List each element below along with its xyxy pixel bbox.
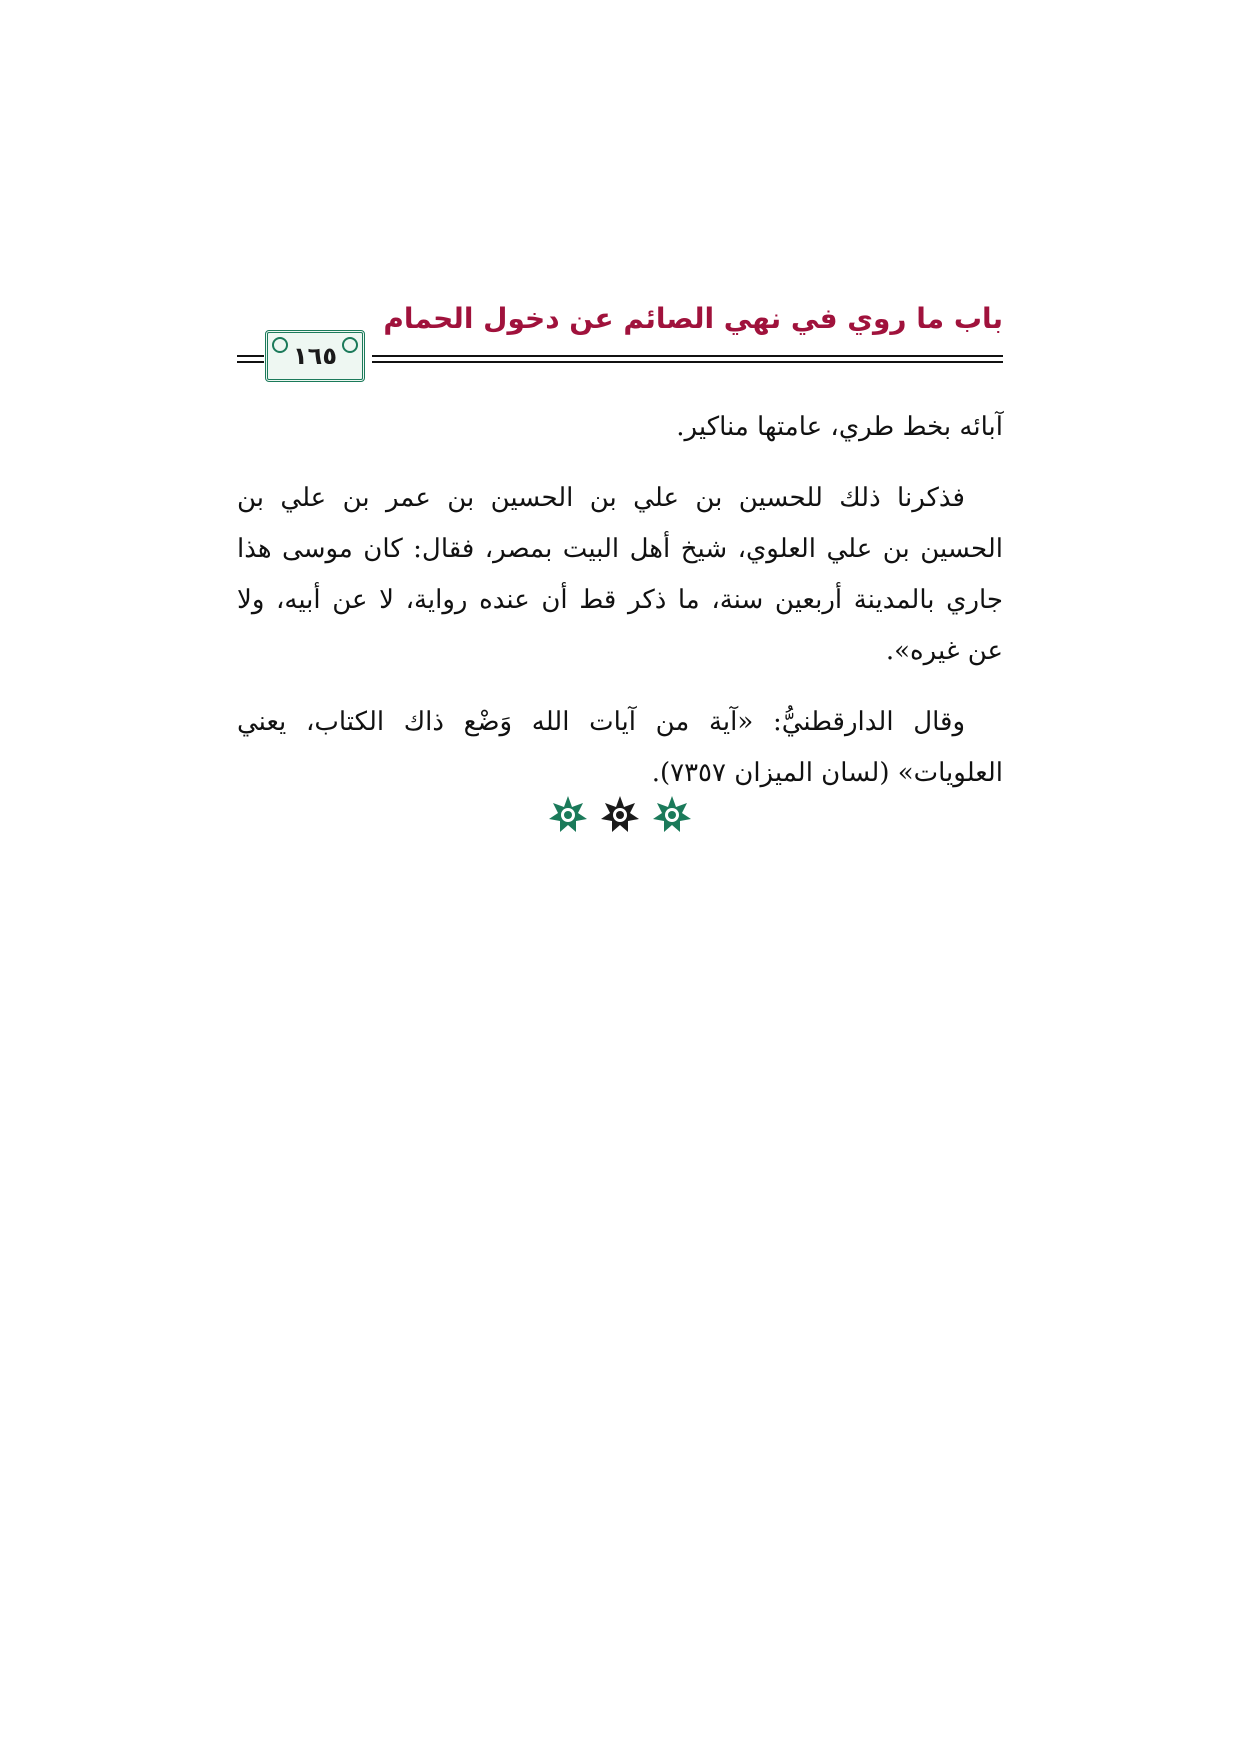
star-flower-icon	[548, 795, 588, 835]
paragraph-2: فذكرنا ذلك للحسين بن علي بن الحسين بن عمر بن علي بن الحسين بن علي العلوي، شيخ أهل البيت بمصر، فقال: كان موسى هذا جاري بالمدينة أربعين سنة، ما ذكر قط أن عنده رواية، لا عن أبيه، ولا عن غيره».	[237, 483, 1003, 666]
paragraph-3: وقال الدارقطنيُّ: «آية من آيات الله وَضْع ذاك الكتاب، يعني العلويات» (لسان الميزان ٧٣٥٧).	[237, 707, 1003, 788]
header-rule-right	[372, 355, 1003, 363]
paragraph-1: آبائه بخط طري، عامتها مناكير.	[676, 412, 1003, 442]
star-flower-icon	[652, 795, 692, 835]
chapter-title: باب ما روي في نهي الصائم عن دخول الحمام	[383, 302, 1003, 335]
body-text	[237, 402, 1003, 799]
page-number: ١٦٥	[293, 342, 337, 370]
star-flower-icon	[600, 795, 640, 835]
header-rule-left	[237, 355, 264, 363]
page-number-badge	[265, 330, 365, 382]
section-end-ornaments	[0, 795, 1240, 835]
